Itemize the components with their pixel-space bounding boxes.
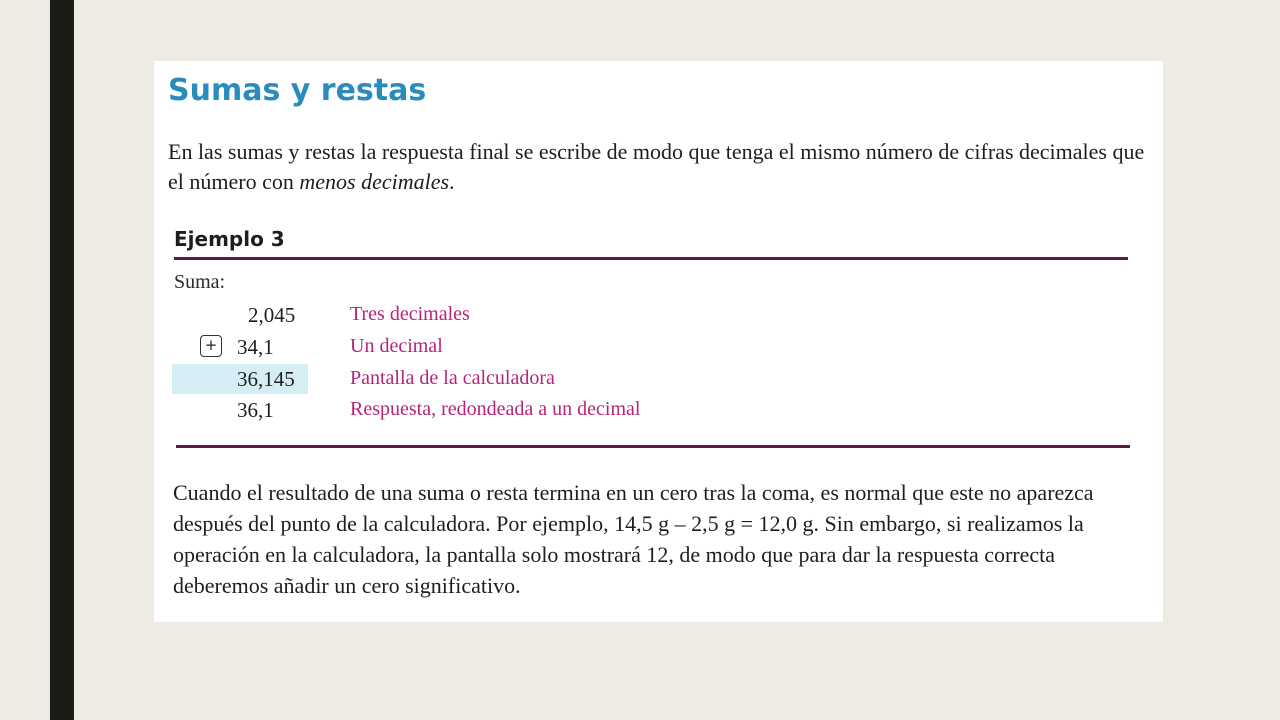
intro-paragraph bbox=[168, 137, 1148, 197]
rounded-answer-number: 36,1 bbox=[237, 398, 274, 422]
intro-text-after: . bbox=[449, 169, 455, 194]
addend-2-number: 34,1 bbox=[237, 335, 274, 359]
intro-text-before: En las sumas y restas la respuesta final se escribe de modo que tenga el mismo número de cifras decimales que el número con bbox=[168, 139, 1145, 194]
section-title: Sumas y restas bbox=[168, 73, 427, 108]
calculator-result-note: Pantalla de la calculadora bbox=[350, 367, 555, 389]
operation-label: Suma: bbox=[174, 271, 226, 293]
example-bottom-rule bbox=[176, 445, 1130, 448]
addend-1-number: 2,045 bbox=[248, 303, 296, 327]
plus-operator-icon: + bbox=[200, 335, 222, 357]
intro-emphasis: menos decimales bbox=[299, 169, 450, 194]
example-top-rule bbox=[174, 257, 1128, 260]
calculator-result-number: 36,145 bbox=[237, 367, 295, 391]
rounded-answer-note: Respuesta, redondeada a un decimal bbox=[350, 398, 641, 420]
addend-1-note: Tres decimales bbox=[350, 303, 470, 325]
left-accent-bar bbox=[50, 0, 74, 720]
addend-2-note: Un decimal bbox=[350, 335, 443, 357]
example-heading: Ejemplo 3 bbox=[174, 227, 285, 251]
textbook-excerpt bbox=[154, 61, 1163, 622]
closing-paragraph: Cuando el resultado de una suma o resta termina en un cero tras la coma, es normal que este no aparezca después del punto de la calculadora. Por ejemplo, 14,5 g – 2,5 g = 12,0 g. Sin embargo, si realizamos la operación en la calculadora, la pantalla solo mostrará 12, de modo que para dar la respuesta correcta deberemos añadir un cero significativo. bbox=[173, 480, 1094, 598]
